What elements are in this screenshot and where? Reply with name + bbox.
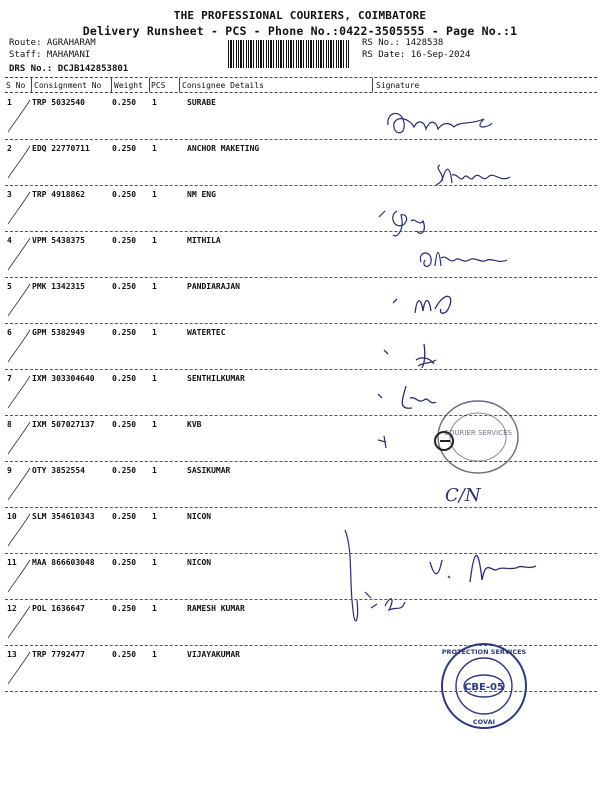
row-sno: 11 bbox=[7, 558, 17, 567]
row-tick-mark bbox=[4, 326, 34, 366]
column-divider bbox=[149, 78, 150, 92]
row-weight: 0.250 bbox=[112, 466, 137, 475]
table-row bbox=[0, 278, 600, 324]
signature-11 bbox=[420, 540, 550, 590]
signature-10 bbox=[335, 520, 395, 640]
signature-3 bbox=[375, 205, 455, 240]
row-sno: 6 bbox=[7, 328, 12, 337]
row-sno: 4 bbox=[7, 236, 12, 245]
rs-date: RS Date: 16-Sep-2024 bbox=[362, 50, 471, 60]
row-sno: 1 bbox=[7, 98, 12, 107]
row-consignee: WATERTEC bbox=[187, 328, 226, 337]
row-weight: 0.250 bbox=[112, 98, 137, 107]
row-consignment-no: SLM 354610343 bbox=[32, 512, 95, 521]
row-tick-mark bbox=[4, 96, 34, 136]
row-pcs: 1 bbox=[152, 420, 157, 429]
row-consignee: SURABE bbox=[187, 98, 216, 107]
row-sno: 9 bbox=[7, 466, 12, 475]
row-consignee: PANDIARAJAN bbox=[187, 282, 240, 291]
row-tick-mark bbox=[4, 602, 34, 642]
row-pcs: 1 bbox=[152, 190, 157, 199]
row-weight: 0.250 bbox=[112, 604, 137, 613]
signature-6 bbox=[378, 338, 458, 373]
row-consignee: MITHILA bbox=[187, 236, 221, 245]
row-consignee: VIJAYAKUMAR bbox=[187, 650, 240, 659]
row-sno: 12 bbox=[7, 604, 17, 613]
row-tick-mark bbox=[4, 234, 34, 274]
row-consignee: ANCHOR MAKETING bbox=[187, 144, 260, 153]
row-consignment-no: MAA 866603048 bbox=[32, 558, 95, 567]
row-pcs: 1 bbox=[152, 328, 157, 337]
row-sno: 8 bbox=[7, 420, 12, 429]
rs-number: RS No.: 1428538 bbox=[362, 38, 444, 48]
row-weight: 0.250 bbox=[112, 650, 137, 659]
row-consignee: NICON bbox=[187, 558, 212, 567]
col-header-signature: Signature bbox=[376, 81, 420, 90]
row-consignee: KVB bbox=[187, 420, 202, 429]
row-consignment-no: POL 1636647 bbox=[32, 604, 85, 613]
row-pcs: 1 bbox=[152, 558, 157, 567]
signature-1 bbox=[380, 105, 500, 145]
row-consignment-no: VPM 5438375 bbox=[32, 236, 85, 245]
row-sno: 7 bbox=[7, 374, 12, 383]
row-weight: 0.250 bbox=[112, 374, 137, 383]
company-name: THE PROFESSIONAL COURIERS, COIMBATORE bbox=[173, 9, 427, 22]
signature-2 bbox=[430, 155, 530, 195]
row-consignment-no: IXM 303304640 bbox=[32, 374, 95, 383]
row-consignment-no: TRP 5032540 bbox=[32, 98, 85, 107]
row-tick-mark bbox=[4, 418, 34, 458]
column-divider bbox=[179, 78, 180, 92]
stamp-middle-text: COURIER SERVICES bbox=[444, 429, 512, 437]
signature-4 bbox=[415, 240, 525, 275]
runsheet-title: Delivery Runsheet - PCS - Phone No.:0422-3505555 - Page No.:1 bbox=[82, 24, 518, 38]
drs-number: DRS No.: DCJB142853801 bbox=[9, 64, 129, 74]
column-divider bbox=[31, 78, 32, 92]
stamp-center-text: CBE-05 bbox=[464, 682, 504, 693]
row-pcs: 1 bbox=[152, 650, 157, 659]
row-tick-mark bbox=[4, 188, 34, 228]
row-consignment-no: EDQ 22770711 bbox=[32, 144, 90, 153]
signature-5 bbox=[385, 285, 475, 320]
signature-9: C/N bbox=[445, 485, 481, 506]
row-sno: 3 bbox=[7, 190, 12, 199]
barcode-image bbox=[228, 40, 350, 68]
row-pcs: 1 bbox=[152, 604, 157, 613]
row-weight: 0.250 bbox=[112, 282, 137, 291]
col-header-pcs: PCS bbox=[151, 81, 166, 90]
route-info bbox=[9, 37, 128, 75]
table-row bbox=[0, 324, 600, 370]
row-sno: 2 bbox=[7, 144, 12, 153]
col-header-sno: S No bbox=[6, 81, 26, 90]
route-label: Route: AGRAHARAM bbox=[9, 38, 96, 48]
row-tick-mark bbox=[4, 464, 34, 504]
row-consignee: SENTHILKUMAR bbox=[187, 374, 245, 383]
row-consignment-no: GPM 5382949 bbox=[32, 328, 85, 337]
column-divider bbox=[111, 78, 112, 92]
protection-services-stamp bbox=[438, 640, 530, 732]
row-consignee: NICON bbox=[187, 512, 212, 521]
row-tick-mark bbox=[4, 648, 34, 688]
row-weight: 0.250 bbox=[112, 190, 137, 199]
courier-stamp-middle bbox=[420, 395, 520, 485]
row-pcs: 1 bbox=[152, 512, 157, 521]
row-pcs: 1 bbox=[152, 374, 157, 383]
table-row bbox=[0, 94, 600, 140]
row-pcs: 1 bbox=[152, 144, 157, 153]
row-sno: 13 bbox=[7, 650, 17, 659]
row-tick-mark bbox=[4, 142, 34, 182]
row-weight: 0.250 bbox=[112, 144, 137, 153]
header-bottom-rule bbox=[5, 92, 597, 93]
row-pcs: 1 bbox=[152, 466, 157, 475]
row-sno: 10 bbox=[7, 512, 17, 521]
col-header-weight: Weight bbox=[114, 81, 143, 90]
row-tick-mark bbox=[4, 280, 34, 320]
stamp-bottom-text: COVAI bbox=[472, 718, 496, 726]
row-consignment-no: PMK 1342315 bbox=[32, 282, 85, 291]
staff-label: Staff: MAHAMANI bbox=[9, 50, 91, 60]
row-sno: 5 bbox=[7, 282, 12, 291]
header-top-rule bbox=[5, 77, 597, 78]
row-consignee: RAMESH KUMAR bbox=[187, 604, 245, 613]
stamp-top-text: PROTECTION SERVICES bbox=[441, 648, 527, 656]
row-weight: 0.250 bbox=[112, 512, 137, 521]
row-consignment-no: IXM 507027137 bbox=[32, 420, 95, 429]
row-weight: 0.250 bbox=[112, 328, 137, 337]
row-tick-mark bbox=[4, 510, 34, 550]
row-pcs: 1 bbox=[152, 282, 157, 291]
col-header-consignee: Consignee Details bbox=[182, 81, 264, 90]
signature-8 bbox=[374, 432, 424, 452]
row-weight: 0.250 bbox=[112, 236, 137, 245]
column-divider bbox=[372, 78, 373, 92]
row-weight: 0.250 bbox=[112, 420, 137, 429]
row-weight: 0.250 bbox=[112, 558, 137, 567]
row-consignee: NM ENG bbox=[187, 190, 216, 199]
row-tick-mark bbox=[4, 372, 34, 412]
col-header-consignment: Consignment No bbox=[34, 81, 102, 90]
rs-info bbox=[362, 37, 470, 61]
row-pcs: 1 bbox=[152, 236, 157, 245]
row-consignee: SASIKUMAR bbox=[187, 466, 231, 475]
row-tick-mark bbox=[4, 556, 34, 596]
row-consignment-no: TRP 7792477 bbox=[32, 650, 85, 659]
row-pcs: 1 bbox=[152, 98, 157, 107]
row-consignment-no: TRP 4918862 bbox=[32, 190, 85, 199]
row-consignment-no: OTY 3852554 bbox=[32, 466, 85, 475]
signature-12 bbox=[365, 588, 415, 618]
